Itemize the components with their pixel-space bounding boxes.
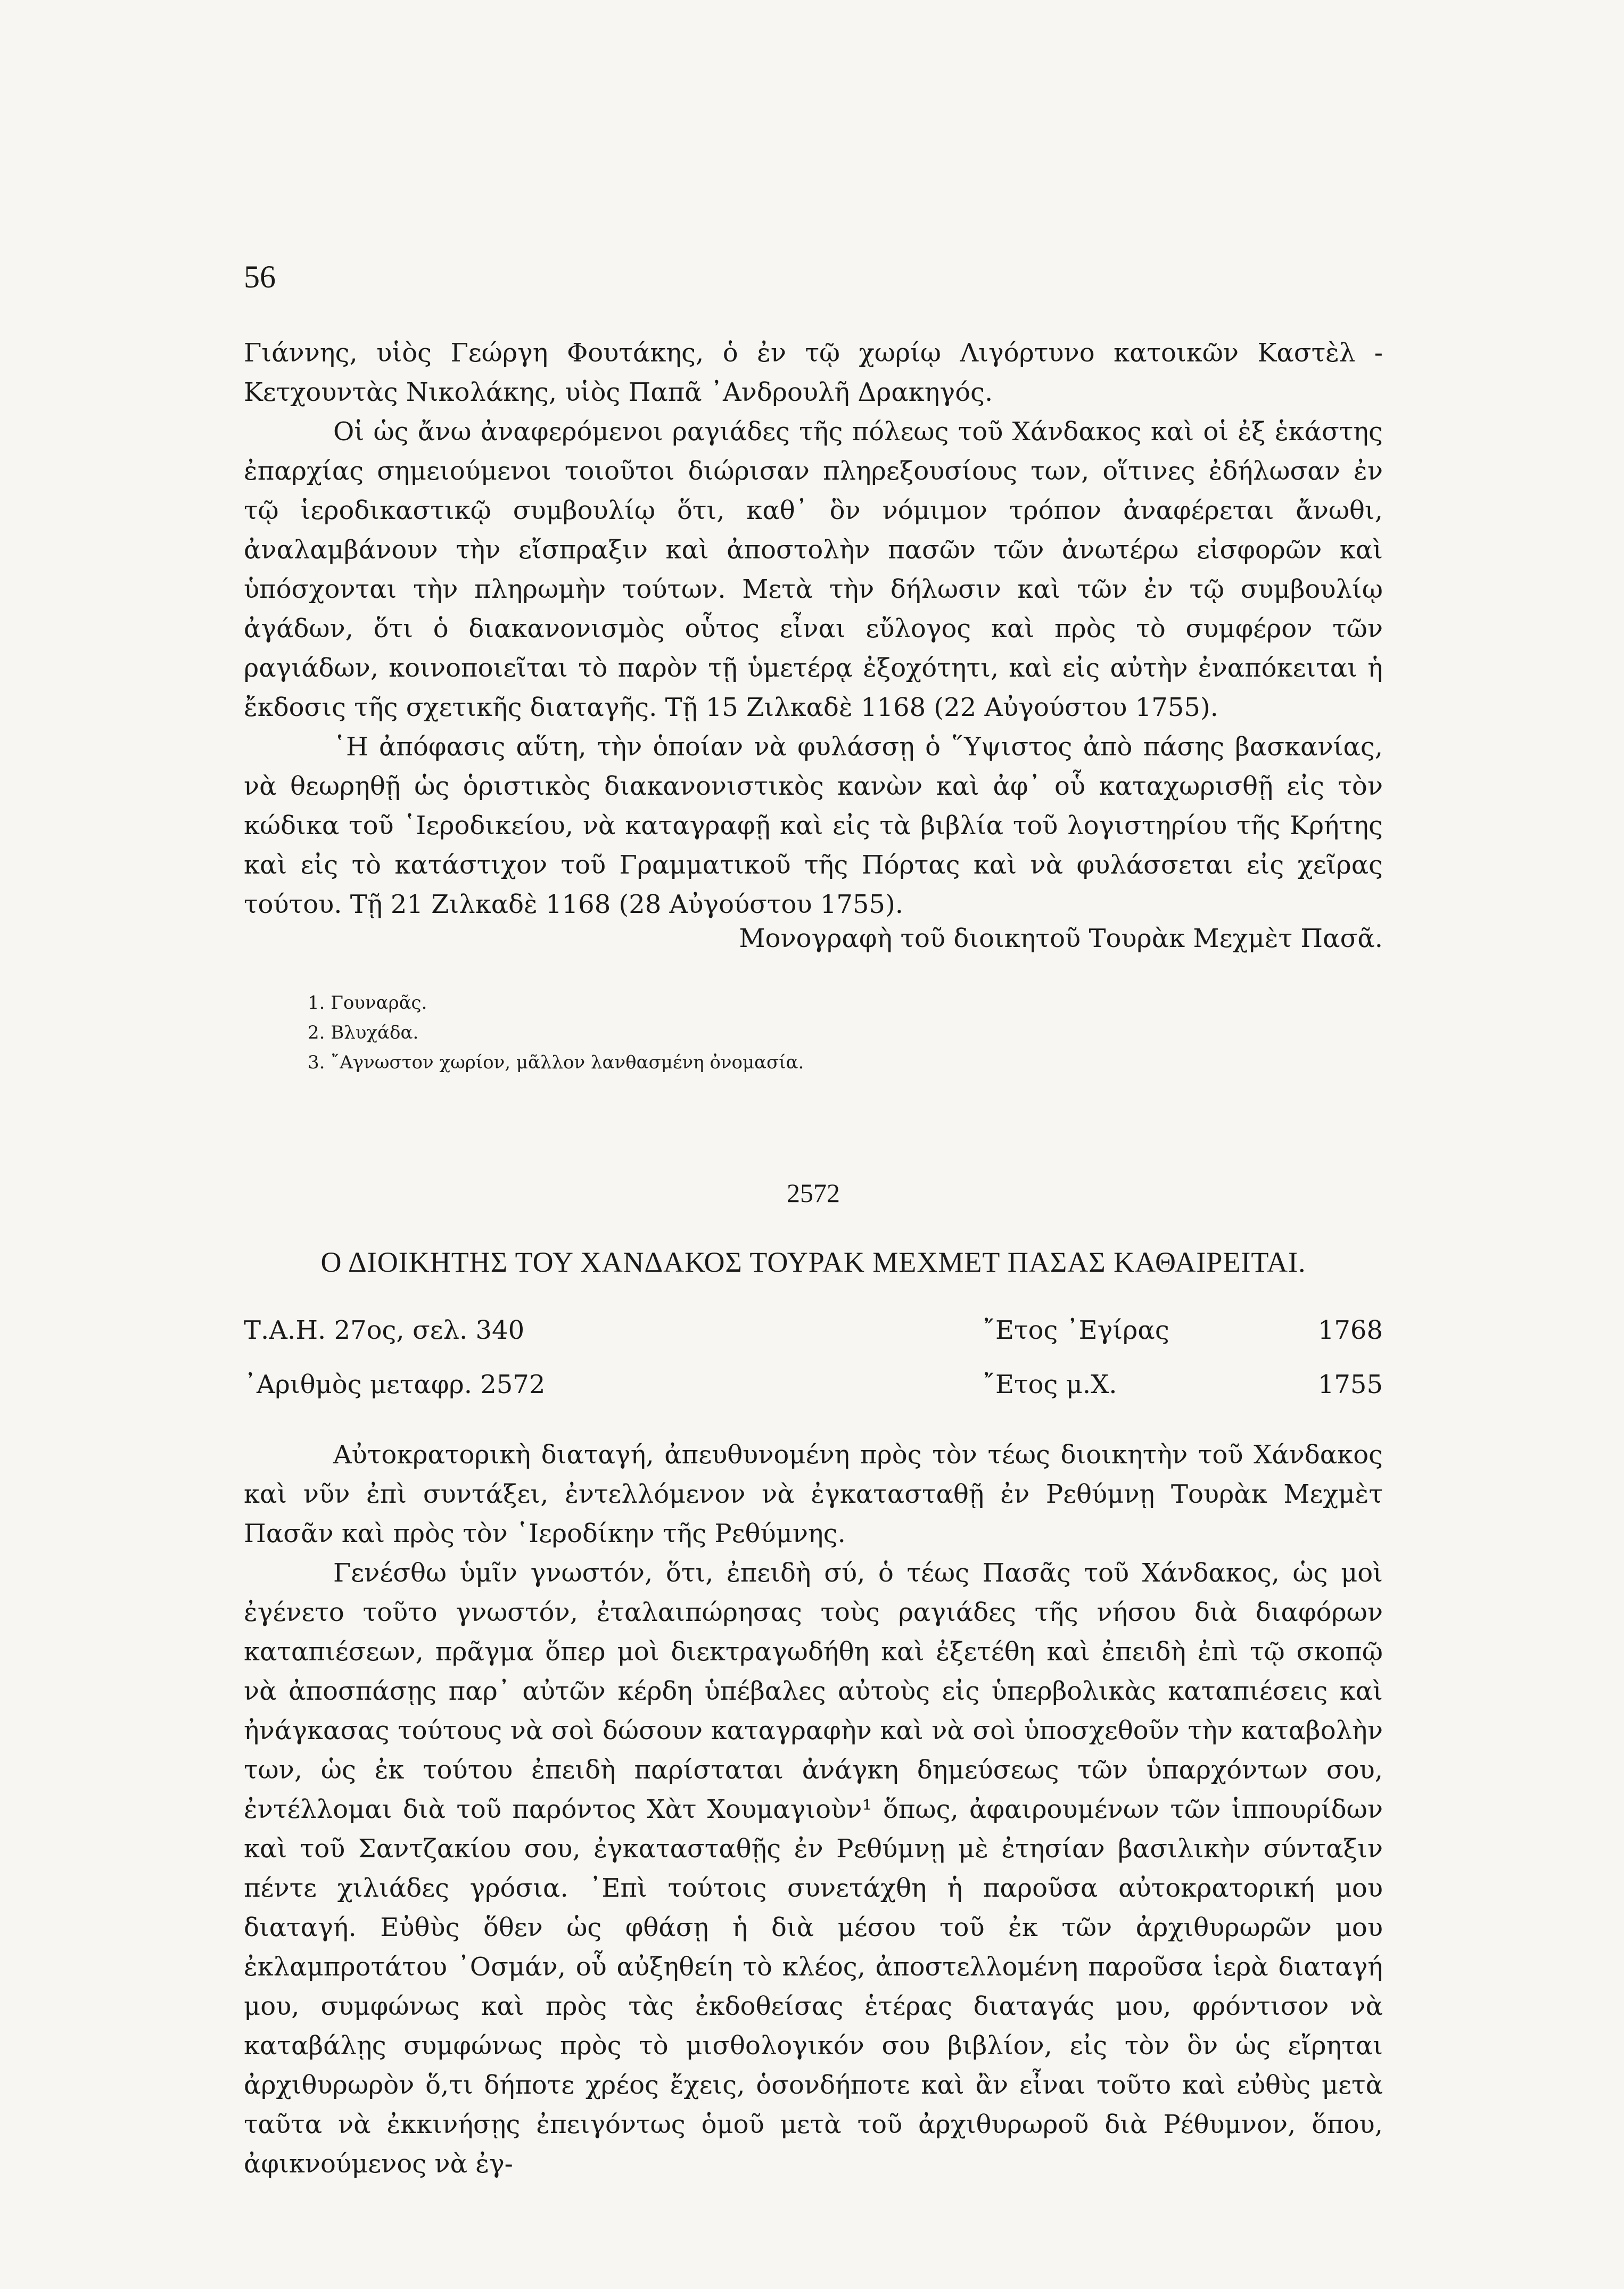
paragraph: Αὐτοκρατορικὴ διαταγή, ἀπευθυνομένη πρὸς τὸν τέως διοικητὴν τοῦ Χάνδακος καὶ νῦν ἐπὶ συντάξει, ἐντελλόμενον νὰ ἐγκατασταθῇ ἐν Ρεθύμνῃ Τουρὰκ Μεχμὲτ Πασᾶν καὶ πρὸς τὸν ῾Ιεροδίκην τῆς Ρεθύμνης. (244, 1440, 1383, 1549)
document-body (244, 1435, 1383, 2184)
year-hijra-value: 1768 (1317, 1315, 1383, 1345)
paragraph: Οἱ ὡς ἄνω ἀναφερόμενοι ραγιάδες τῆς πόλεως τοῦ Χάνδακος καὶ οἱ ἐξ ἑκάστης ἐπαρχίας σημειούμενοι τοιοῦτοι διώρισαν πληρεξουσίους των, οἵτινες ἐδήλωσαν ἐν τῷ ἱεροδικαστικῷ συμβουλίῳ ὅτι, καθ᾽ ὃν νόμιμον τρόπον ἀναφέρεται ἄνωθι, ἀναλαμβάνουν τὴν εἴσπραξιν καὶ ἀποστολὴν πασῶν τῶν ἀνωτέρω εἰσφορῶν καὶ ὑπόσχονται τὴν πληρωμὴν τούτων. Μετὰ τὴν δήλωσιν καὶ τῶν ἐν τῷ συμβουλίῳ ἀγάδων, ὅτι ὁ διακανονισμὸς οὗτος εἶναι εὔλογος καὶ πρὸς τὸ συμφέρον τῶν ραγιάδων, κοινοποιεῖται τὸ παρὸν τῇ ὑμετέρᾳ ἐξοχότητι, καὶ εἰς αὐτὴν ἐναπόκειται ἡ ἔκδοσις τῆς σχετικῆς διαταγῆς. Τῇ 15 Ζιλκαδὲ 1168 (22 Αὐγούστου 1755). (244, 417, 1383, 722)
metadata-row (244, 1365, 1383, 1404)
year-hijra-label: ῎Ετος ᾽Εγίρας (983, 1315, 1169, 1345)
footnote: 2. Βλυχάδα. (308, 1022, 419, 1043)
paragraph: ῾Η ἀπόφασις αὕτη, τὴν ὁποίαν νὰ φυλάσσῃ ὁ ῞Υψιστος ἀπὸ πάσης βασκανίας, νὰ θεωρηθῇ ὡς ὁριστικὸς διακανονιστικὸς κανὼν καὶ ἀφ᾽ οὗ καταχωρισθῇ εἰς τὸν κώδικα τοῦ ῾Ιεροδικείου, νὰ καταγραφῇ καὶ εἰς τὰ βιβλία τοῦ λογιστηρίου τῆς Κρήτης καὶ εἰς τὸ κατάστιχον τοῦ Γραμματικοῦ τῆς Πόρτας καὶ νὰ φυλάσσεται εἰς χεῖρας τούτου. Τῇ 21 Ζιλκαδὲ 1168 (28 Αὐγούστου 1755). (244, 732, 1383, 919)
metadata-row (244, 1311, 1383, 1350)
continued-text-section (244, 333, 1383, 924)
source-reference: Τ.Α.Η. 27ος, σελ. 340 (244, 1315, 525, 1345)
paragraph: Γιάννης, υἱὸς Γεώργη Φουτάκης, ὁ ἐν τῷ χωρίῳ Λιγόρτυνο κατοικῶν Καστὲλ - Κετχουντὰς Νικολάκης, υἱὸς Παπᾶ ᾽Ανδρουλῆ Δρακηγός. (244, 338, 1383, 407)
signature-line: Μονογραφὴ τοῦ διοικητοῦ Τουρὰκ Μεχμὲτ Πασᾶ. (739, 924, 1383, 953)
document-title: Ο ΔΙΟΙΚΗΤΗΣ ΤΟΥ ΧΑΝΔΑΚΟΣ ΤΟΥΡΑΚ ΜΕΧΜΕΤ ΠΑΣΑΣ ΚΑΘΑΙΡΕΙΤΑΙ. (320, 1246, 1306, 1278)
translation-number: ᾽Αριθμὸς μεταφρ. 2572 (244, 1370, 546, 1399)
document-number: 2572 (787, 1178, 840, 1208)
year-ad-label: ῎Ετος μ.Χ. (983, 1370, 1117, 1399)
footnote: 3. ῎Αγνωστον χωρίον, μᾶλλον λανθασμένη ὀνομασία. (308, 1052, 804, 1073)
footnote: 1. Γουναρᾶς. (308, 992, 427, 1014)
page-number: 56 (244, 259, 276, 294)
year-ad-value: 1755 (1317, 1370, 1383, 1399)
paragraph: Γενέσθω ὑμῖν γνωστόν, ὅτι, ἐπειδὴ σύ, ὁ τέως Πασᾶς τοῦ Χάνδακος, ὡς μοὶ ἐγένετο τοῦτο γνωστόν, ἐταλαιπώρησας τοὺς ραγιάδες τῆς νήσου διὰ διαφόρων καταπιέσεων, πρᾶγμα ὅπερ μοὶ διεκτραγωδήθη καὶ ἐξετέθη καὶ ἐπειδὴ ἐπὶ τῷ σκοπῷ νὰ ἀποσπάσῃς παρ᾽ αὐτῶν κέρδη ὑπέβαλες αὐτοὺς εἰς ὑπερβολικὰς καταπιέσεις καὶ ἠνάγκασας τούτους νὰ σοὶ δώσουν καταγραφὴν καὶ νὰ σοὶ ὑποσχεθοῦν τὴν καταβολὴν των, ὡς ἐκ τούτου ἐπειδὴ παρίσταται ἀνάγκη δημεύσεως τῶν ὑπαρχόντων σου, ἐντέλλομαι διὰ τοῦ παρόντος Χὰτ Χουμαγιοὺν¹ ὅπως, ἀφαιρουμένων τῶν ἱππουρίδων καὶ τοῦ Σαντζακίου σου, ἐγκατασταθῇς ἐν Ρεθύμνῃ μὲ ἐτησίαν βασιλικὴν σύνταξιν πέντε χιλιάδες γρόσια. ᾽Επὶ τούτοις συνετάχθη ἡ παροῦσα αὐτοκρατορική μου διαταγή. Εὐθὺς ὅθεν ὡς φθάσῃ ἡ διὰ μέσου τοῦ ἐκ τῶν ἀρχιθυρωρῶν μου ἐκλαμπροτάτου ᾽Οσμάν, οὗ αὐξηθείη τὸ κλέος, ἀποστελλομένη παροῦσα ἱερὰ διαταγή μου, συμφώνως καὶ πρὸς τὰς ἐκδοθείσας ἑτέρας διαταγάς μου, φρόντισον νὰ καταβάλῃς συμφώνως πρὸς τὸ μισθολογικόν σου βιβλίον, εἰς τὸν ὃν ὡς εἴρηται ἀρχιθυρωρὸν ὅ,τι δήποτε χρέος ἔχεις, ὁσονδήποτε καὶ ἂν εἶναι τοῦτο καὶ εὐθὺς μετὰ ταῦτα νὰ ἐκκινήσῃς ἐπειγόντως ὁμοῦ μετὰ τοῦ ἀρχιθυρωροῦ διὰ Ρέθυμνον, ὅπου, ἀφικνούμενος νὰ ἐγ- (244, 1558, 1383, 2179)
footnotes (308, 988, 804, 1077)
